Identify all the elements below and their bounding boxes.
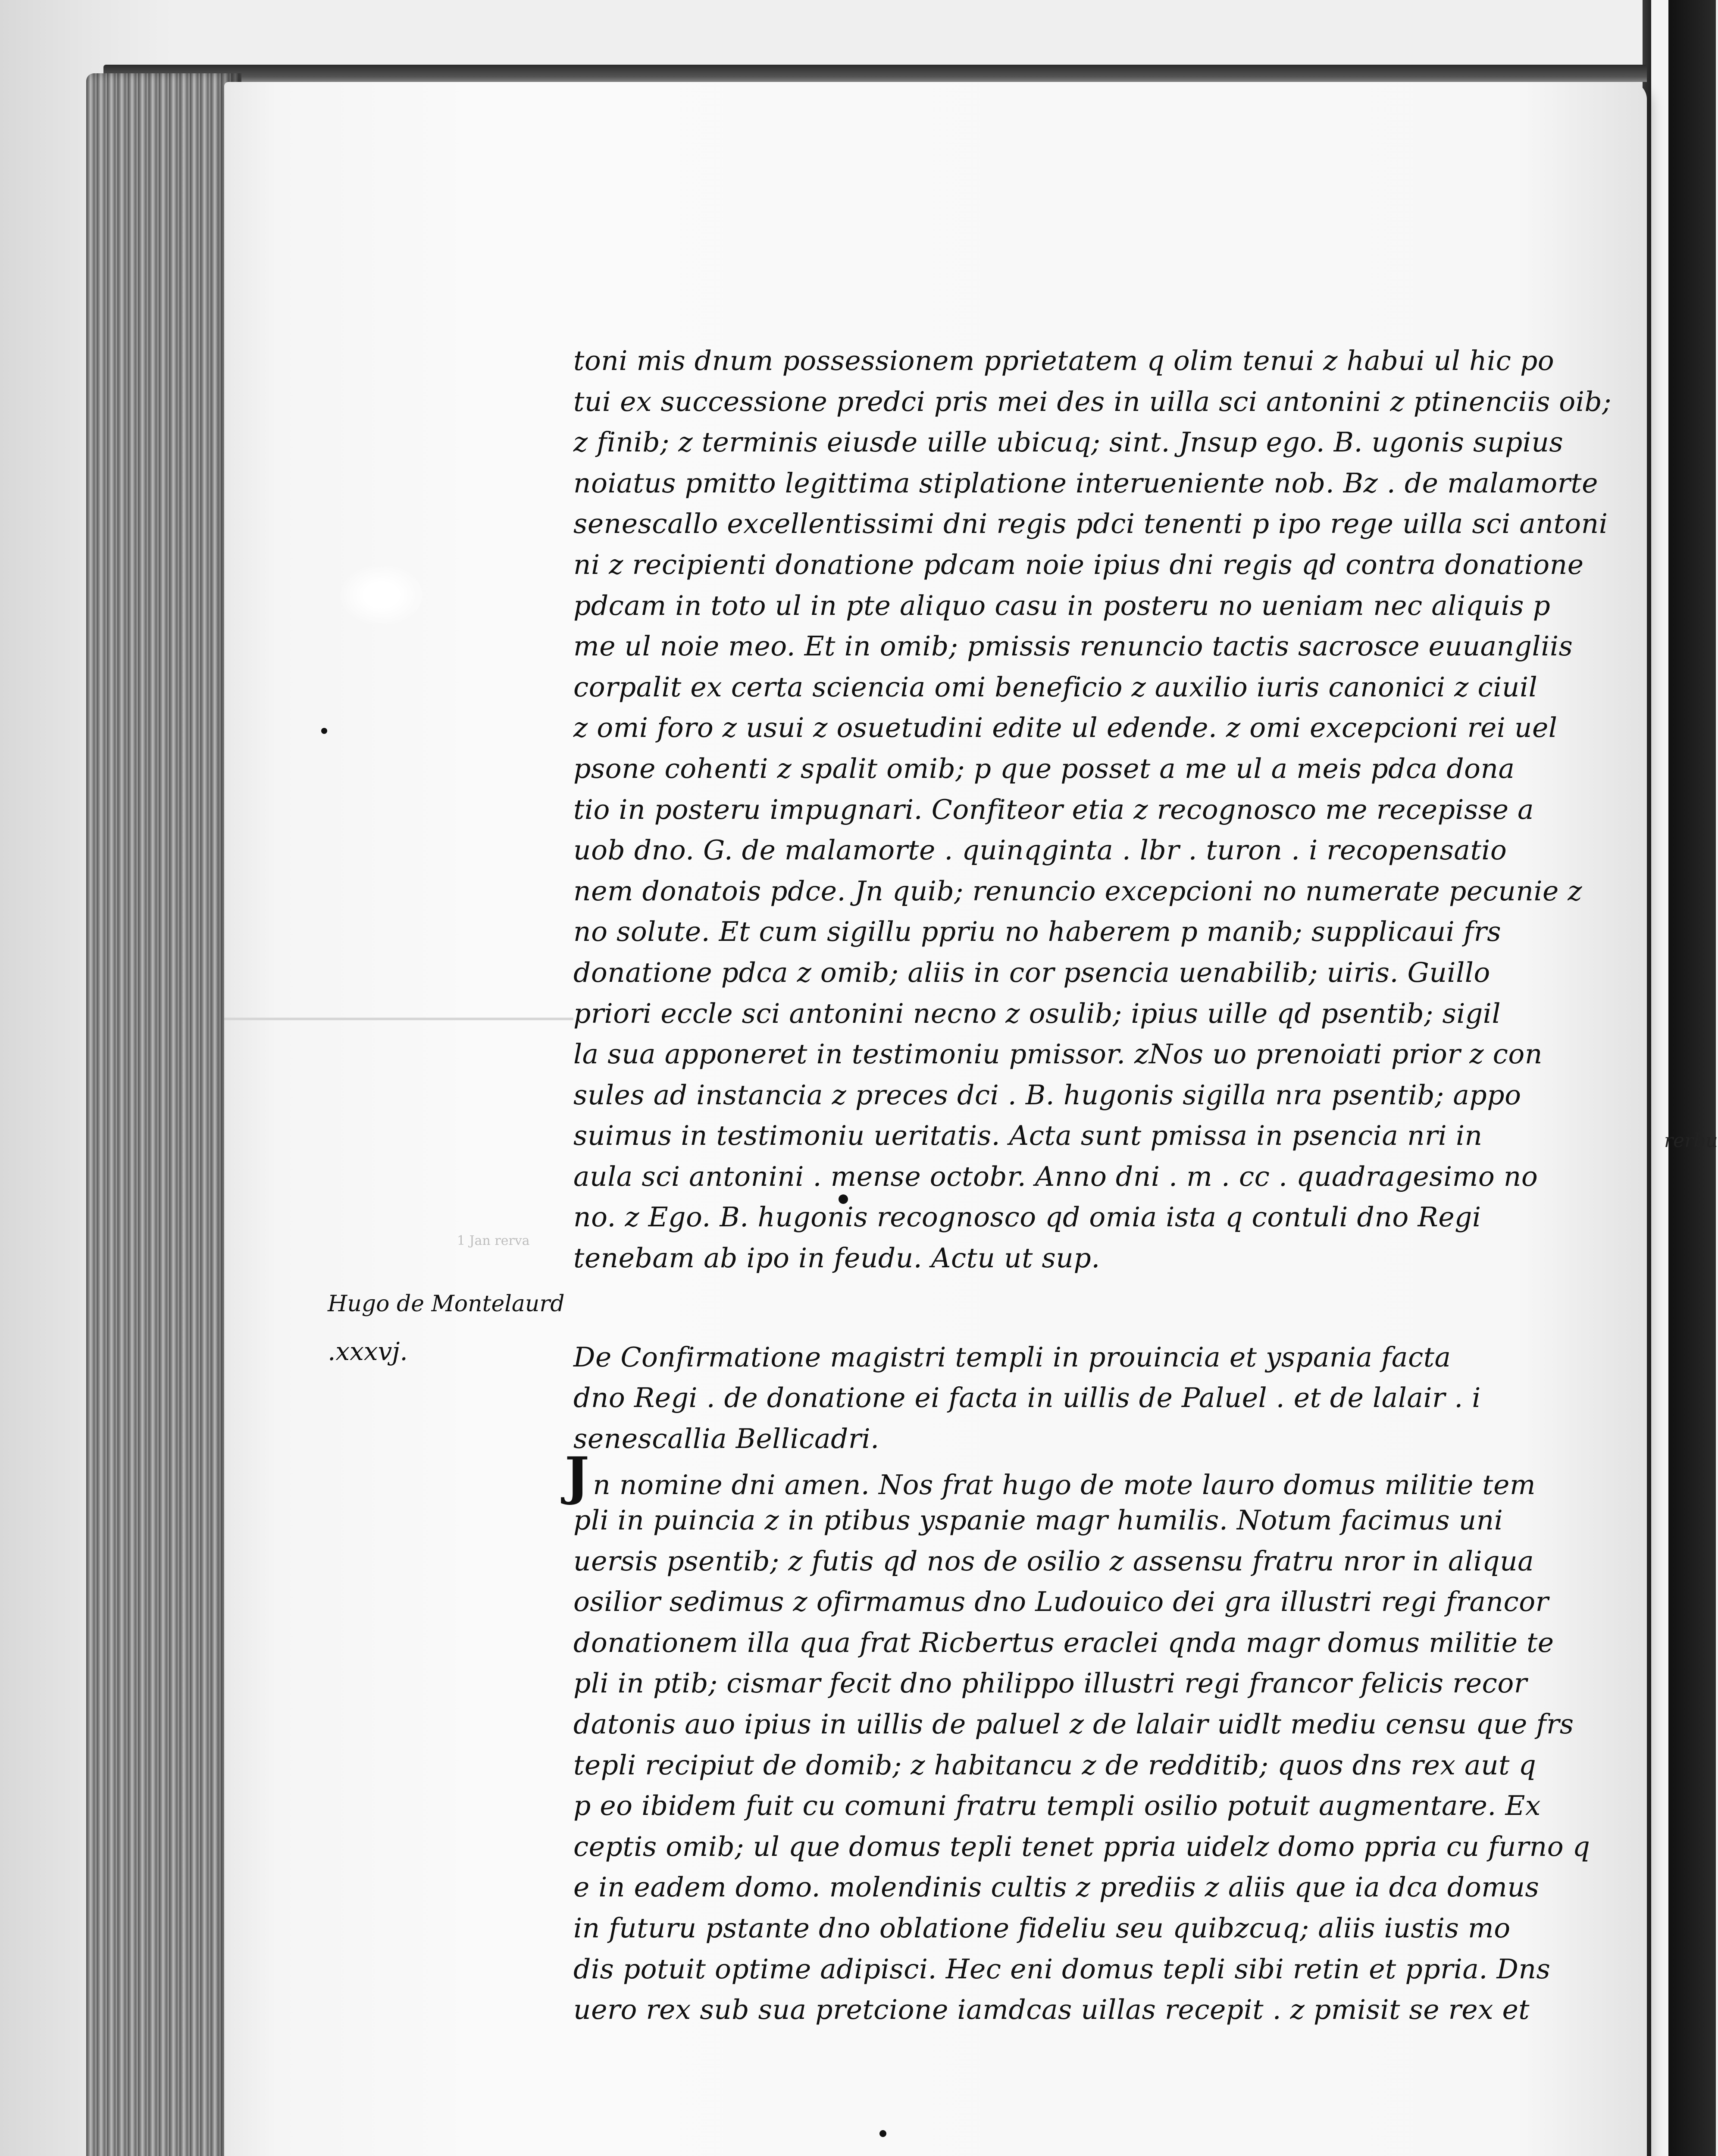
text-section-bottom <box>565 1446 1590 2030</box>
text-line: datonis auo ipius in uillis de paluel z de lalair uidlt mediu censu que frs <box>573 1708 1574 1740</box>
text-line: noiatus pmitto legittima stiplatione interueniente nob. Bz . de malamorte <box>573 467 1598 499</box>
text-line: nem donatois pdce. Jn quib; renuncio excepcioni no numerate pecunie z <box>573 875 1583 907</box>
margin-number: .xxxvj. <box>328 1337 408 1366</box>
text-line: z finib; z terminis eiusde uille ubicuq; sint. Jnsup ego. B. ugonis supius <box>573 426 1564 458</box>
text-line: in futuru pstante dno oblatione fideliu seu quibzcuq; aliis iustis mo <box>573 1912 1511 1944</box>
text-line: suimus in testimoniu ueritatis. Acta sunt pmissa in psencia nri in <box>573 1120 1483 1152</box>
main-text-block <box>565 341 1612 2031</box>
text-line: sules ad instancia z preces dci . B. hugonis sigilla nra psentib; appo <box>573 1079 1521 1111</box>
text-line: tepli recipiut de domib; z habitancu z de redditib; quos dns rex aut q <box>573 1749 1536 1781</box>
text-line: uero rex sub sua pretcione iamdcas uillas recepit . z pmisit se rex et <box>573 1994 1530 2026</box>
text-line: tenebam ab ipo in feudu. Actu ut sup. <box>573 1242 1100 1274</box>
ink-dot <box>879 2130 886 2137</box>
text-line: uob dno. G. de malamorte . quinqginta . lbr . turon . i recopensatio <box>573 834 1507 866</box>
text-line: toni mis dnum possessionem pprietatem q olim tenui z habui ul hic po <box>573 345 1555 376</box>
facing-page-edge <box>1651 0 1668 2156</box>
margin-note: Hugo de Montelaurd <box>328 1291 565 1317</box>
initial-letter: J <box>565 1446 590 1507</box>
ink-dot <box>321 728 327 734</box>
text-line: priori eccle sci antonini necno z osulib; ipius uille qd psentib; sigil <box>573 997 1501 1029</box>
text-line: la sua apponeret in testimoniu pmissor. zNos uo prenoiati prior z con <box>573 1038 1543 1070</box>
paper-stain <box>341 565 422 625</box>
text-section-top <box>573 341 1612 1279</box>
text-line: p eo ibidem fuit cu comuni fratru templi osilio potuit augmentare. Ex <box>573 1790 1541 1822</box>
text-line: pli in ptib; cismar fecit dno philippo illustri regi francor felicis recor <box>573 1667 1527 1699</box>
text-line: e in eadem domo. molendinis cultis z prediis z aliis que ia dca domus <box>573 1871 1540 1903</box>
text-line: corpalit ex certa sciencia omi beneficio z auxilio iuris canonici z ciuil <box>573 671 1538 703</box>
text-line: tio in posteru impugnari. Confiteor etia z recognosco me recepisse a <box>573 793 1534 825</box>
binding-right <box>1643 0 1716 2156</box>
text-line: ceptis omib; ul que domus tepli tenet ppria uidelz domo ppria cu furno q <box>573 1830 1590 1862</box>
text-line: donationem illa qua frat Ricbertus eraclei qnda magr domus militie te <box>573 1626 1554 1658</box>
rubric-heading <box>573 1337 1535 1460</box>
facing-page-bleed-text: rerbu <box>1664 1130 1718 1152</box>
page-fold-line <box>224 1018 573 1020</box>
text-line: no solute. Et cum sigillu ppriu no haberem p manib; supplicaui frs <box>573 916 1502 948</box>
text-line: psone cohenti z spalit omib; p que posset a me ul a meis pdca dona <box>573 752 1515 784</box>
text-line: uersis psentib; z futis qd nos de osilio z assensu fratru nror in aliqua <box>573 1545 1534 1577</box>
rubric-line: De Confirmatione magistri templi in prouincia et yspania facta <box>573 1341 1451 1373</box>
text-line: aula sci antonini . mense octobr. Anno dni . m . cc . quadragesimo no <box>573 1160 1538 1192</box>
text-line-initial-rest: n nomine dni amen. Nos frat hugo de mote lauro domus militie tem <box>593 1469 1536 1501</box>
text-line: me ul noie meo. Et in omib; pmissis renuncio tactis sacrosce euuangliis <box>573 630 1573 662</box>
text-line: donatione pdca z omib; aliis in cor psencia uenabilib; uiris. Guillo <box>573 956 1490 988</box>
rubric-line: dno Regi . de donatione ei facta in uillis de Paluel . et de lalair . i <box>573 1382 1481 1414</box>
faint-mark: 1 Jan rerva <box>457 1233 530 1248</box>
text-line: ni z recipienti donatione pdcam noie ipius dni regis qd contra donatione <box>573 548 1584 580</box>
book-top-edge <box>103 65 1647 82</box>
text-line: senescallo excellentissimi dni regis pdci tenenti p ipo rege uilla sci antoni <box>573 508 1608 540</box>
text-line: z omi foro z usui z osuetudini edite ul edende. z omi excepcioni rei uel <box>573 712 1558 744</box>
text-line: pli in puincia z in ptibus yspanie magr humilis. Notum facimus uni <box>573 1504 1503 1536</box>
rubric-line: senescallia Bellicadri. <box>573 1423 879 1454</box>
text-line: tui ex successione predci pris mei des in uilla sci antonini z ptinenciis oib; <box>573 385 1612 417</box>
text-line: dis potuit optime adipisci. Hec eni domus tepli sibi retin et ppria. Dns <box>573 1953 1551 1985</box>
text-line: no. z Ego. B. hugonis recognosco qd omia ista q contuli dno Regi <box>573 1201 1481 1233</box>
text-line: osilior sedimus z ofirmamus dno Ludouico dei gra illustri regi francor <box>573 1586 1549 1618</box>
text-line-initial <box>565 1446 1536 1507</box>
section-gap <box>573 1279 1535 1337</box>
page-stack-edges <box>86 73 241 2156</box>
text-line: pdcam in toto ul in pte aliquo casu in posteru no ueniam nec aliquis p <box>573 589 1551 621</box>
